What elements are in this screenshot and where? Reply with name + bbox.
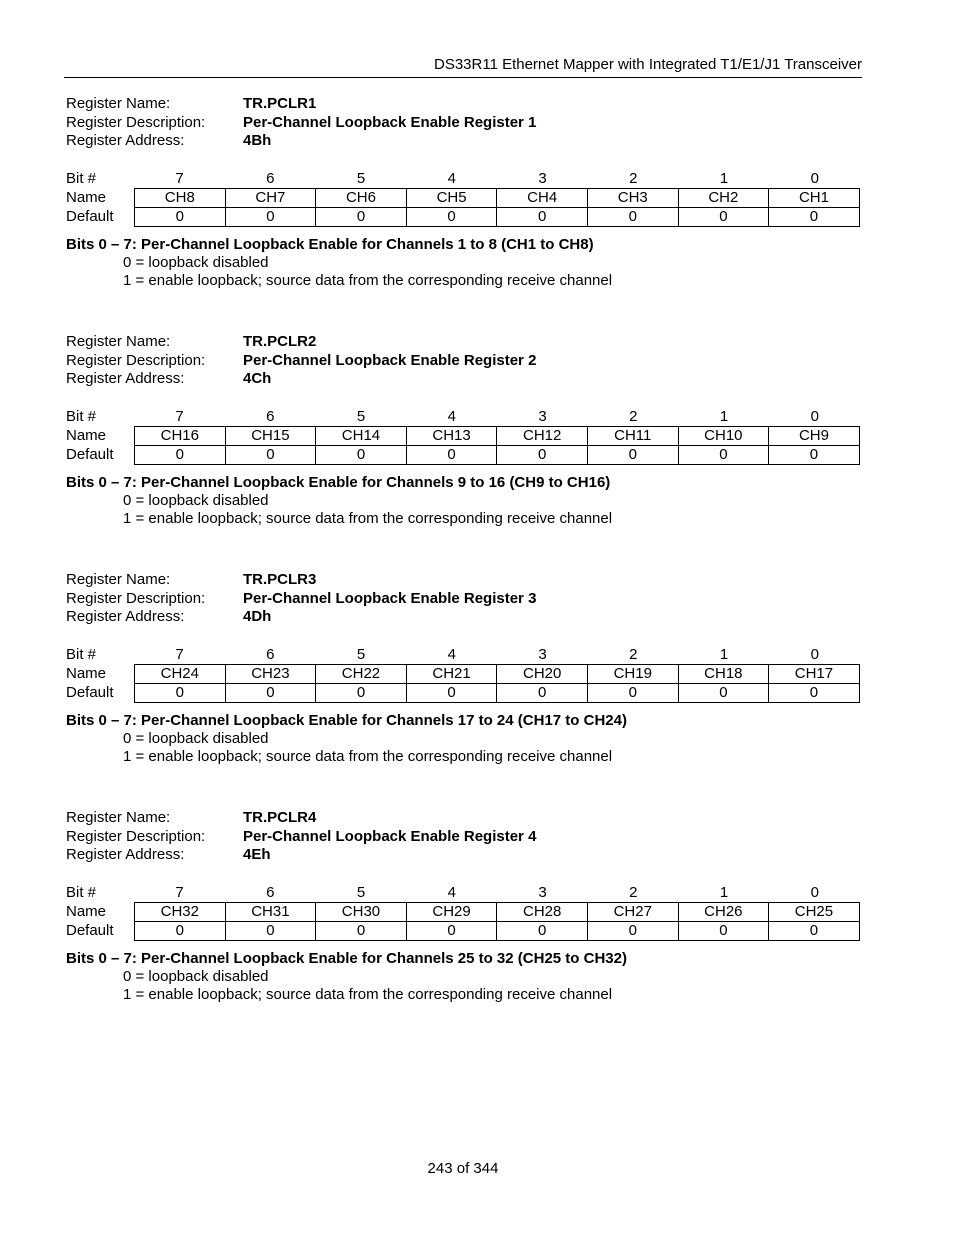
bit-number: 2 bbox=[629, 169, 638, 187]
field-name-cell: CH10 bbox=[678, 426, 769, 445]
bit-number: 3 bbox=[538, 883, 547, 901]
bit-number: 1 bbox=[719, 407, 729, 425]
bits-description-line: 0 = loopback disabled bbox=[123, 253, 269, 271]
register-name-label: Register Name: bbox=[66, 809, 171, 826]
bit-number: 5 bbox=[356, 883, 366, 901]
register-address-label: Register Address: bbox=[66, 846, 185, 863]
register-address-label: Register Address: bbox=[66, 608, 185, 625]
bits-description bbox=[66, 474, 862, 528]
register-name-label: Register Name: bbox=[66, 571, 171, 588]
register-table bbox=[134, 188, 860, 227]
default-value-cell: 0 bbox=[769, 207, 860, 226]
bit-number: 4 bbox=[447, 169, 456, 187]
default-value-cell: 0 bbox=[225, 207, 316, 226]
bit-number: 2 bbox=[629, 883, 638, 901]
register-description-row bbox=[66, 828, 862, 847]
field-name-cell: CH6 bbox=[316, 188, 407, 207]
field-name-cell: CH31 bbox=[225, 902, 316, 921]
field-name-cell: CH5 bbox=[406, 188, 497, 207]
field-name-row bbox=[135, 664, 860, 683]
register-description-value: Per-Channel Loopback Enable Register 4 bbox=[243, 827, 537, 845]
default-value-cell: 0 bbox=[497, 921, 588, 940]
bit-number: 6 bbox=[266, 169, 275, 187]
register-address-label: Register Address: bbox=[66, 132, 185, 149]
bits-description-title: Bits 0 – 7: Per-Channel Loopback Enable for Channels 1 to 8 (CH1 to CH8) bbox=[66, 235, 594, 253]
register-description-value: Per-Channel Loopback Enable Register 3 bbox=[243, 589, 537, 607]
default-row-label: Default bbox=[66, 445, 114, 463]
register-address-value: 4Ch bbox=[243, 370, 272, 387]
default-value-cell: 0 bbox=[316, 921, 407, 940]
default-value-cell: 0 bbox=[135, 207, 226, 226]
table-row-labels bbox=[66, 664, 114, 702]
default-value-cell: 0 bbox=[769, 683, 860, 702]
register-section bbox=[66, 571, 862, 766]
register-section bbox=[66, 95, 862, 290]
default-row-label: Default bbox=[66, 683, 114, 701]
register-table bbox=[134, 664, 860, 703]
register-bit-map bbox=[66, 645, 862, 701]
bit-number: 4 bbox=[447, 645, 456, 663]
bit-number: 7 bbox=[175, 645, 184, 663]
register-table bbox=[134, 902, 860, 941]
register-bit-map bbox=[66, 169, 862, 225]
bit-number: 4 bbox=[447, 407, 456, 425]
register-address-row bbox=[66, 370, 862, 389]
table-row-labels bbox=[66, 188, 114, 226]
bits-description-title: Bits 0 – 7: Per-Channel Loopback Enable for Channels 17 to 24 (CH17 to CH24) bbox=[66, 711, 627, 729]
default-value-row bbox=[135, 445, 860, 464]
register-name-value: TR.PCLR2 bbox=[243, 333, 317, 350]
default-value-cell: 0 bbox=[316, 683, 407, 702]
register-description-row bbox=[66, 352, 862, 371]
field-name-cell: CH24 bbox=[135, 664, 226, 683]
page-header bbox=[64, 55, 862, 78]
register-name-value: TR.PCLR3 bbox=[243, 571, 317, 588]
bits-description-title: Bits 0 – 7: Per-Channel Loopback Enable for Channels 9 to 16 (CH9 to CH16) bbox=[66, 473, 611, 491]
register-description-row bbox=[66, 114, 862, 133]
default-value-cell: 0 bbox=[316, 207, 407, 226]
bits-description bbox=[66, 236, 862, 290]
field-name-cell: CH8 bbox=[135, 188, 226, 207]
bit-number: 4 bbox=[447, 883, 456, 901]
field-name-cell: CH4 bbox=[497, 188, 588, 207]
field-name-cell: CH15 bbox=[225, 426, 316, 445]
default-value-cell: 0 bbox=[225, 921, 316, 940]
bits-description bbox=[66, 712, 862, 766]
bit-number: 0 bbox=[810, 883, 819, 901]
field-name-cell: CH30 bbox=[316, 902, 407, 921]
default-value-cell: 0 bbox=[406, 683, 497, 702]
default-row-label: Default bbox=[66, 921, 114, 939]
field-name-cell: CH19 bbox=[587, 664, 678, 683]
default-row-label: Default bbox=[66, 207, 114, 225]
default-value-cell: 0 bbox=[406, 445, 497, 464]
bits-description-line: 0 = loopback disabled bbox=[123, 967, 269, 985]
name-row-label: Name bbox=[66, 426, 107, 444]
default-value-cell: 0 bbox=[135, 683, 226, 702]
bits-description-line: 0 = loopback disabled bbox=[123, 491, 269, 509]
bit-number: 1 bbox=[719, 883, 729, 901]
default-value-cell: 0 bbox=[678, 683, 769, 702]
field-name-cell: CH11 bbox=[587, 426, 678, 445]
register-address-label: Register Address: bbox=[66, 370, 185, 387]
bit-number: 0 bbox=[810, 407, 819, 425]
bit-number: 5 bbox=[356, 645, 366, 663]
field-name-cell: CH16 bbox=[135, 426, 226, 445]
bits-description-line: 1 = enable loopback; source data from the corresponding receive channel bbox=[123, 509, 613, 527]
register-address-value: 4Eh bbox=[243, 846, 271, 863]
default-value-cell: 0 bbox=[678, 207, 769, 226]
field-name-cell: CH21 bbox=[406, 664, 497, 683]
register-bit-map bbox=[66, 407, 862, 463]
field-name-cell: CH18 bbox=[678, 664, 769, 683]
field-name-cell: CH14 bbox=[316, 426, 407, 445]
default-value-row bbox=[135, 207, 860, 226]
field-name-cell: CH12 bbox=[497, 426, 588, 445]
bit-number: 7 bbox=[175, 407, 184, 425]
field-name-cell: CH28 bbox=[497, 902, 588, 921]
register-name-row bbox=[66, 333, 862, 352]
default-value-cell: 0 bbox=[587, 921, 678, 940]
table-row-labels bbox=[66, 426, 114, 464]
register-section bbox=[66, 333, 862, 528]
field-name-cell: CH27 bbox=[587, 902, 678, 921]
bit-number-row bbox=[66, 407, 862, 426]
default-value-row bbox=[135, 921, 860, 940]
bit-number: 7 bbox=[175, 883, 184, 901]
bit-number: 3 bbox=[538, 407, 547, 425]
field-name-cell: CH17 bbox=[769, 664, 860, 683]
default-value-cell: 0 bbox=[769, 921, 860, 940]
register-description-value: Per-Channel Loopback Enable Register 1 bbox=[243, 113, 537, 131]
bit-number: 1 bbox=[719, 169, 729, 187]
register-name-value: TR.PCLR4 bbox=[243, 809, 317, 826]
register-address-value: 4Dh bbox=[243, 608, 272, 625]
default-value-cell: 0 bbox=[135, 921, 226, 940]
field-name-cell: CH13 bbox=[406, 426, 497, 445]
table-row-labels bbox=[66, 902, 114, 940]
register-section bbox=[66, 809, 862, 1004]
field-name-cell: CH22 bbox=[316, 664, 407, 683]
field-name-cell: CH29 bbox=[406, 902, 497, 921]
register-name-label: Register Name: bbox=[66, 333, 171, 350]
bit-number-row bbox=[66, 169, 862, 188]
field-name-row bbox=[135, 902, 860, 921]
register-address-row bbox=[66, 608, 862, 627]
default-value-cell: 0 bbox=[497, 445, 588, 464]
register-table bbox=[134, 426, 860, 465]
default-value-cell: 0 bbox=[587, 683, 678, 702]
field-name-cell: CH9 bbox=[769, 426, 860, 445]
default-value-cell: 0 bbox=[678, 921, 769, 940]
default-value-row bbox=[135, 683, 860, 702]
field-name-row bbox=[135, 426, 860, 445]
register-address-row bbox=[66, 846, 862, 865]
bits-description-line: 1 = enable loopback; source data from the corresponding receive channel bbox=[123, 271, 613, 289]
bits-description bbox=[66, 950, 862, 1004]
bit-number-row bbox=[66, 645, 862, 664]
field-name-cell: CH3 bbox=[587, 188, 678, 207]
bit-number: 7 bbox=[175, 169, 184, 187]
bit-number-label: Bit # bbox=[66, 883, 97, 901]
register-address-value: 4Bh bbox=[243, 132, 272, 149]
document-title: DS33R11 Ethernet Mapper with Integrated T1/E1/J1 Transceiver bbox=[433, 56, 862, 73]
bit-number-label: Bit # bbox=[66, 169, 97, 187]
name-row-label: Name bbox=[66, 664, 107, 682]
default-value-cell: 0 bbox=[406, 207, 497, 226]
default-value-cell: 0 bbox=[316, 445, 407, 464]
default-value-cell: 0 bbox=[678, 445, 769, 464]
field-name-cell: CH2 bbox=[678, 188, 769, 207]
bit-number: 6 bbox=[266, 883, 275, 901]
register-name-row bbox=[66, 571, 862, 590]
field-name-row bbox=[135, 188, 860, 207]
register-description-label: Register Description: bbox=[66, 113, 206, 131]
field-name-cell: CH20 bbox=[497, 664, 588, 683]
default-value-cell: 0 bbox=[225, 445, 316, 464]
field-name-cell: CH32 bbox=[135, 902, 226, 921]
bit-number: 3 bbox=[538, 645, 547, 663]
bit-number: 5 bbox=[356, 169, 366, 187]
register-name-label: Register Name: bbox=[66, 95, 171, 112]
bit-number: 6 bbox=[266, 407, 275, 425]
bit-number: 5 bbox=[356, 407, 366, 425]
register-description-value: Per-Channel Loopback Enable Register 2 bbox=[243, 351, 537, 369]
bit-number: 3 bbox=[538, 169, 547, 187]
field-name-cell: CH7 bbox=[225, 188, 316, 207]
bit-number: 1 bbox=[719, 645, 729, 663]
bit-number: 0 bbox=[810, 169, 819, 187]
default-value-cell: 0 bbox=[135, 445, 226, 464]
default-value-cell: 0 bbox=[587, 207, 678, 226]
bit-number: 0 bbox=[810, 645, 819, 663]
default-value-cell: 0 bbox=[406, 921, 497, 940]
bit-number-row bbox=[66, 883, 862, 902]
bit-number-label: Bit # bbox=[66, 645, 97, 663]
register-address-row bbox=[66, 132, 862, 151]
register-description-label: Register Description: bbox=[66, 589, 206, 607]
bit-number: 2 bbox=[629, 407, 638, 425]
bits-description-line: 0 = loopback disabled bbox=[123, 729, 269, 747]
name-row-label: Name bbox=[66, 902, 107, 920]
bits-description-line: 1 = enable loopback; source data from the corresponding receive channel bbox=[123, 747, 613, 765]
page-number: 243 of 344 bbox=[427, 1160, 499, 1177]
bits-description-title: Bits 0 – 7: Per-Channel Loopback Enable for Channels 25 to 32 (CH25 to CH32) bbox=[66, 949, 627, 967]
register-name-value: TR.PCLR1 bbox=[243, 95, 317, 112]
default-value-cell: 0 bbox=[587, 445, 678, 464]
register-name-row bbox=[66, 95, 862, 114]
register-name-row bbox=[66, 809, 862, 828]
default-value-cell: 0 bbox=[497, 683, 588, 702]
field-name-cell: CH25 bbox=[769, 902, 860, 921]
field-name-cell: CH23 bbox=[225, 664, 316, 683]
bit-number: 2 bbox=[629, 645, 638, 663]
field-name-cell: CH26 bbox=[678, 902, 769, 921]
bits-description-line: 1 = enable loopback; source data from the corresponding receive channel bbox=[123, 985, 613, 1003]
register-description-label: Register Description: bbox=[66, 351, 206, 369]
default-value-cell: 0 bbox=[497, 207, 588, 226]
register-description-row bbox=[66, 590, 862, 609]
field-name-cell: CH1 bbox=[769, 188, 860, 207]
bit-number-label: Bit # bbox=[66, 407, 97, 425]
default-value-cell: 0 bbox=[769, 445, 860, 464]
register-bit-map bbox=[66, 883, 862, 939]
name-row-label: Name bbox=[66, 188, 107, 206]
default-value-cell: 0 bbox=[225, 683, 316, 702]
register-description-label: Register Description: bbox=[66, 827, 206, 845]
bit-number: 6 bbox=[266, 645, 275, 663]
